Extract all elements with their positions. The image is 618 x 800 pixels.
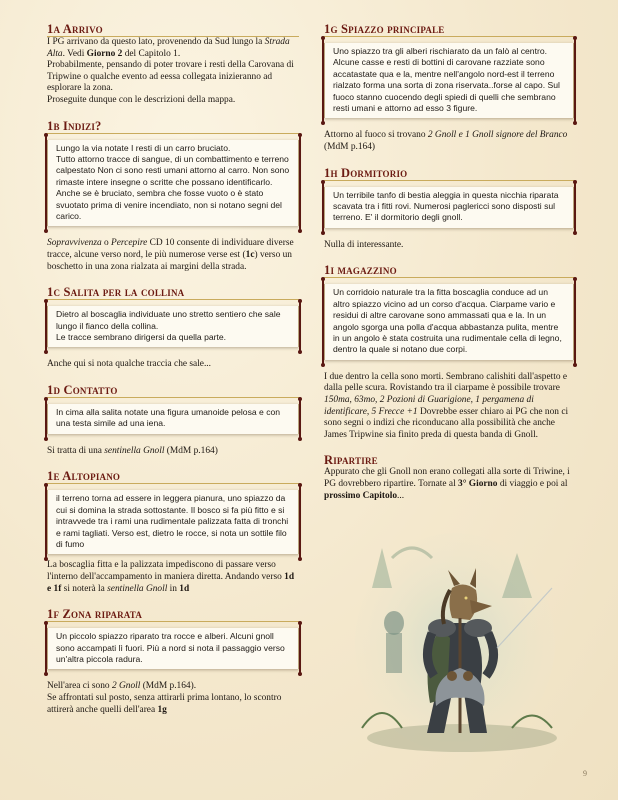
read-aloud-box <box>47 306 299 347</box>
box-line: In cima alla salita notate una figura umanoide pelosa e con una testa simile ad una iena. <box>56 407 281 429</box>
read-aloud-box <box>47 140 299 227</box>
section-title: 1e Altopiano <box>47 469 299 484</box>
section-body: Proseguite dunque con le descrizioni della mappa. <box>47 94 236 105</box>
right-column <box>324 22 574 514</box>
section-1i <box>324 263 574 441</box>
box-line: Un terribile tanfo di bestia aleggia in questa nicchia riparata scavata tra i fitti rovi. Numerosi paglericci sono disposti sul terreno. E' il dormitorio degli gnoll. <box>333 189 559 223</box>
box-line: Anche se è bruciato, sembra che fosse vuoto o è stato svuotato prima di venire incendiato, non si notano segni del carico. <box>56 188 282 221</box>
box-line: il terreno torna ad essere in leggera pianura, uno spiazzo da cui si domina la strada sottostante. Il bosco si fa più fitto e si intravvede tra i rami una rudimentale palizzata fatta di tronchi e rami tagliati. Verso est, dietro le rocce, si nota un sottile filo di fumo <box>56 493 289 550</box>
section-body: Nell'area ci sono 2 Gnoll (MdM p.164). <box>47 681 197 692</box>
section-body: Appurato che gli Gnoll non erano collegati alla sorte di Triwine, i PG dovrebbero ripartire. Tornate al 3° Giorno di viaggio e poi al prossimo Capitolo... <box>324 467 570 501</box>
section-1f <box>47 607 299 716</box>
read-aloud-box <box>324 187 574 228</box>
box-line: Uno spiazzo tra gli alberi rischiarato da un falò al centro. Alcune casse e resti di bottini di carovane razziate sono accatastate qua e la, mentre nell'angolo nord-est il terreno rialzato forma una sorta di zona riservata..forse al capo. Sul fuoco stanno cuocendo degli spiedi di quelli che sembrano resti umani e attorno ad esso 3 figure. <box>333 46 560 114</box>
section-1h <box>324 166 574 252</box>
section-body: I due dentro la cella sono morti. Sembrano calishiti dall'aspetto e dalla pelle scura. Rovistando tra il ciarpame è possibile trovare 150ma, 63mo, 2 Pozioni di Guarigione, 1 pergamena di identificare, 5 Frecce +1 Dovrebbe esser chiaro ai PG che non ci sono segni o indizi che riconducano alla possibilità che anche James Tripwine sia finito preda di questa banda di Gnoll. <box>324 371 569 440</box>
section-1d <box>47 383 299 457</box>
section-title: 1d Contatto <box>47 383 299 398</box>
section-title: 1h Dormitorio <box>324 166 574 181</box>
section-body: Se affrontati sul posto, senza attirarli prima lontano, lo scontro attirerà anche quelli dell'area 1g <box>47 693 282 715</box>
left-column <box>47 22 299 728</box>
section-title: 1b Indizi? <box>47 119 299 134</box>
section-1c <box>47 285 299 371</box>
box-line: Lungo la via notate I resti di un carro bruciato. <box>56 142 231 153</box>
section-ripartire <box>324 453 574 502</box>
read-aloud-box <box>47 404 299 434</box>
read-aloud-box <box>324 43 574 118</box>
section-1a <box>47 22 299 107</box>
section-body: La boscaglia fitta e la palizzata impediscono di passare verso l'interno dell'accampamento in maniera diretta. Andando verso 1d e 1f si noterà la sentinella Gnoll in 1d <box>47 560 295 594</box>
section-title: 1i magazzino <box>324 263 574 278</box>
section-1b <box>47 119 299 274</box>
section-body: Probabilmente, pensando di poter trovare i resti della Carovana di Tripwine o qualche evento ad eessa collegata inizieranno ad esplorare la zona. <box>47 60 294 94</box>
box-line: Un corridoio naturale tra la fitta boscaglia conduce ad un altro spiazzo vicino ad un corso d'acqua. Ciarpame vario e residui di altre carovane sono ammassati qua e la. In un angolo sgorga una polla d'acqua abbastanza pulita, mentre in un angolo è stata costruita una rudimentale cella di legno, dentro la quale si notano due corpi. <box>333 287 562 355</box>
page-number: 9 <box>583 769 587 778</box>
box-line: Tutto attorno tracce di sangue, di un combattimento e terreno calpestato Non ci sono resti umani attorno al carro. Non sono rimaste intere insegne o scritte che possano identificarlo. <box>56 153 290 187</box>
section-title: 1f Zona riparata <box>47 607 299 622</box>
section-1e <box>47 469 299 595</box>
read-aloud-box <box>324 284 574 359</box>
section-title: 1c Salita per la collina <box>47 285 299 300</box>
section-body: Nulla di interessante. <box>324 239 404 250</box>
section-body: Attorno al fuoco si trovano 2 Gnoll e 1 Gnoll signore del Branco (MdM p.164) <box>324 130 568 153</box>
gnoll-warrior-illustration <box>352 528 558 754</box>
section-title: 1g Spiazzo principale <box>324 22 574 37</box>
box-line: Dietro al boscaglia individuate uno stretto sentiero che sale lungo il fianco della collina. <box>56 309 281 331</box>
read-aloud-box <box>47 490 299 554</box>
section-title: 1a Arrivo <box>47 22 299 37</box>
read-aloud-box <box>47 628 299 669</box>
section-body: Sopravvivenza o Percepire CD 10 consente di individuare diverse tracce, alcune verso nord, le più numerose verse est (1c) verso un boschetto in una zona rialzata ai margini della strada. <box>47 238 294 272</box>
box-line: Le tracce sembrano dirigersi da quella parte. <box>56 332 227 342</box>
section-title: Ripartire <box>324 453 378 468</box>
section-body: Si tratta di una sentinella Gnoll (MdM p.164) <box>47 445 218 456</box>
box-line: Un piccolo spiazzo riparato tra rocce e alberi. Alcuni gnoll sono accampati lì fuori. Più a nord si nota il passaggio verso un'altra piccola radura. <box>56 631 285 665</box>
section-body: I PG arrivano da questo lato, provenendo da Sud lungo la Strada Alta. Vedi Giorno 2 del Capitolo 1. <box>47 37 290 59</box>
section-body: Anche qui si nota qualche traccia che sale... <box>47 359 211 370</box>
section-1g <box>324 22 574 154</box>
